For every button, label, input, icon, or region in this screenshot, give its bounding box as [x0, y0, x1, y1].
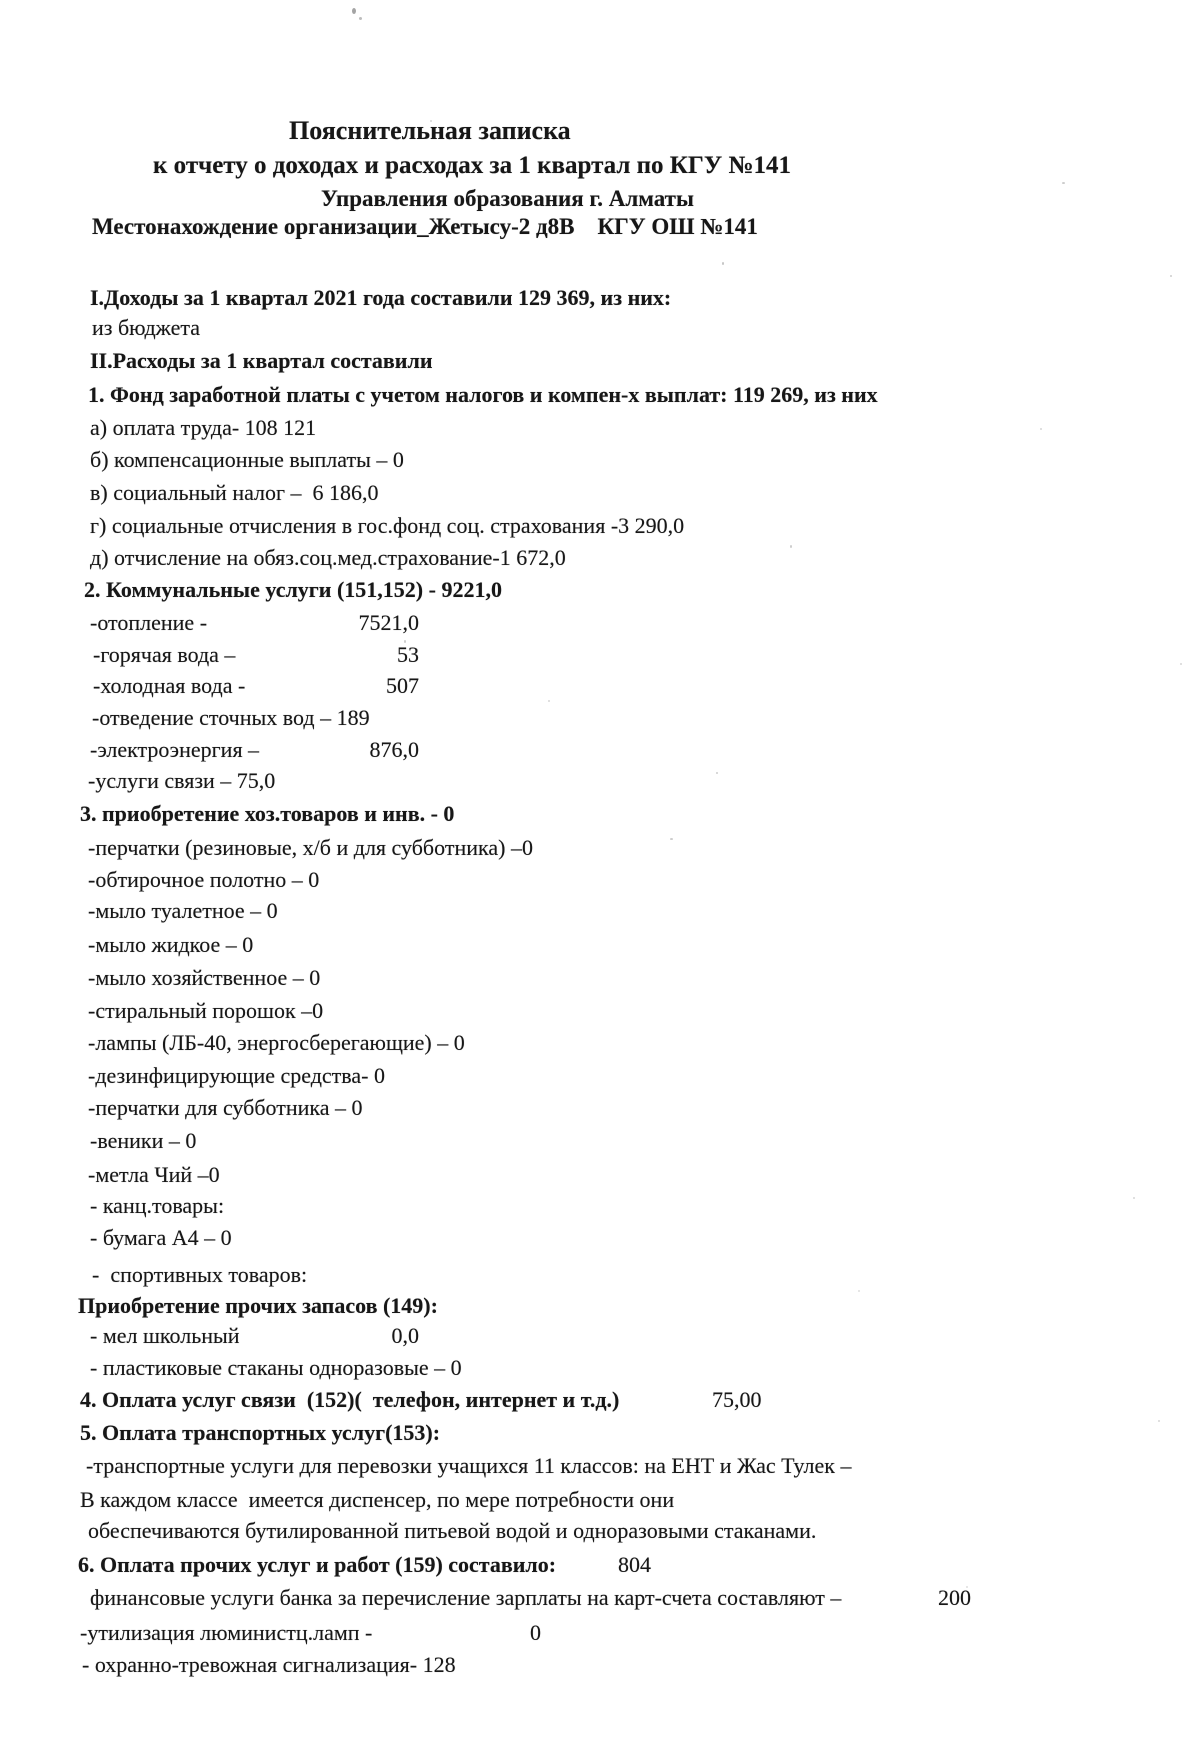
other-services-row [0, 1585, 1194, 1615]
utility-label: -электроэнергия – [90, 737, 260, 762]
household-item-text: - спортивных товаров: [92, 1262, 308, 1287]
household-item [0, 835, 1194, 865]
scan-speck [352, 8, 356, 14]
scan-speck [1180, 663, 1182, 665]
scan-speck [858, 1290, 860, 1292]
other-services-row [0, 1620, 1194, 1650]
transport-heading-line [0, 1420, 1194, 1450]
scan-speck [790, 545, 792, 548]
household-item [0, 1225, 1194, 1255]
other-services-label: -утилизация люминистц.ламп - [80, 1620, 373, 1645]
household-item-text: -мыло туалетное – 0 [88, 898, 278, 923]
doc-location: Местонахождение организации_Жетысу-2 д8В КГУ ОШ №141 [92, 214, 758, 239]
transport-heading: 5. Оплата транспортных услуг(153): [80, 1420, 441, 1445]
household-item-text: - канц.товары: [90, 1193, 225, 1218]
household-item-text: -мыло жидкое – 0 [88, 932, 254, 957]
doc-subtitle: к отчету о доходах и расходах за 1 квартал по КГУ №141 [153, 152, 792, 179]
transport-text-line [0, 1487, 1194, 1517]
payroll-item [0, 447, 1194, 477]
utilities-heading-line [0, 577, 1194, 607]
expenses-heading-line [0, 348, 1194, 378]
household-item-text: -метла Чий –0 [88, 1162, 220, 1187]
payroll-item [0, 480, 1194, 510]
payroll-heading: 1. Фонд заработной платы с учетом налогов и компен-х выплат: 119 269, из них [88, 382, 878, 407]
household-item-text: -лампы (ЛБ-40, энергосберегающие) – 0 [88, 1030, 465, 1055]
utility-value: 7521,0 [358, 610, 419, 635]
transport-text: -транспортные услуги для перевозки учащихся 11 классов: на ЕНТ и Жас Тулек – [86, 1453, 852, 1478]
communication-line [0, 1387, 1194, 1417]
scan-speck [548, 700, 550, 702]
payroll-item-text: г) социальные отчисления в гос.фонд соц. страхования -3 290,0 [90, 513, 685, 538]
household-item-text: -дезинфицирующие средства- 0 [88, 1063, 385, 1088]
other-services-label: финансовые услуги банка за перечисление зарплаты на карт-счета составляют – [90, 1585, 842, 1610]
utility-label: -отопление - [90, 610, 208, 635]
household-item [0, 1128, 1194, 1158]
other-supplies-row [0, 1323, 1194, 1353]
household-item [0, 965, 1194, 995]
utility-row [0, 768, 1194, 798]
communication-value: 75,00 [712, 1387, 762, 1412]
payroll-item [0, 415, 1194, 445]
household-item [0, 1162, 1194, 1192]
other-services-value: 200 [938, 1585, 971, 1610]
utility-label: -отведение сточных вод – 189 [92, 705, 370, 730]
scan-speck [430, 120, 432, 122]
household-item-text: -стиральный порошок –0 [88, 998, 324, 1023]
household-item [0, 1063, 1194, 1093]
other-services-row [0, 1652, 1194, 1682]
income-source: из бюджета [92, 315, 200, 340]
other-services-heading: 6. Оплата прочих услуг и работ (159) составило: [78, 1552, 557, 1577]
utilities-heading: 2. Коммунальные услуги (151,152) - 9221,0 [84, 577, 502, 602]
utility-row [0, 705, 1194, 735]
household-item [0, 1095, 1194, 1125]
utility-label: -услуги связи – 75,0 [88, 768, 276, 793]
scan-speck [716, 772, 718, 774]
utility-row [0, 610, 1194, 640]
transport-text-line [0, 1453, 1194, 1483]
scan-speck [359, 17, 362, 20]
payroll-heading-line [0, 382, 1194, 412]
household-heading: 3. приобретение хоз.товаров и инв. - 0 [80, 801, 455, 826]
transport-text: В каждом классе имеется диспенсер, по мере потребности они [80, 1487, 675, 1512]
other-services-heading-line [0, 1552, 1194, 1582]
household-item-text: -обтирочное полотно – 0 [88, 867, 320, 892]
income-heading-line [0, 285, 1194, 315]
other-supplies-heading-line [0, 1293, 1194, 1323]
scan-speck [1170, 275, 1172, 277]
payroll-item-text: а) оплата труда- 108 121 [90, 415, 317, 440]
scan-speck [1133, 1197, 1135, 1199]
household-item [0, 1030, 1194, 1060]
other-services-label: - охранно-тревожная сигнализация- 128 [82, 1652, 456, 1677]
utility-label: -холодная вода - [93, 673, 246, 698]
scan-speck [670, 838, 673, 840]
utility-row [0, 673, 1194, 703]
income-heading: I.Доходы за 1 квартал 2021 года составили 129 369, из них: [90, 285, 672, 310]
household-item-text: -перчатки (резиновые, х/б и для субботника) –0 [88, 835, 533, 860]
household-item-text: - бумага А4 – 0 [90, 1225, 232, 1250]
household-item [0, 867, 1194, 897]
utility-row [0, 642, 1194, 672]
household-item [0, 1193, 1194, 1223]
other-supplies-value: 0,0 [391, 1323, 419, 1348]
expenses-heading: II.Расходы за 1 квартал составили [90, 348, 433, 373]
doc-title: Пояснительная записка [289, 116, 571, 145]
utility-value: 507 [386, 673, 419, 698]
income-source-line [0, 315, 1194, 345]
household-item [0, 932, 1194, 962]
other-supplies-label: - пластиковые стаканы одноразовые – 0 [90, 1355, 462, 1380]
utility-label: -горячая вода – [93, 642, 236, 667]
household-item-text: -веники – 0 [90, 1128, 197, 1153]
scan-speck [1040, 428, 1042, 430]
household-item [0, 998, 1194, 1028]
household-heading-line [0, 801, 1194, 831]
payroll-item-text: д) отчисление на обяз.соц.мед.страхование-1 672,0 [90, 545, 566, 570]
household-item-text: -перчатки для субботника – 0 [88, 1095, 363, 1120]
payroll-item [0, 513, 1194, 543]
other-supplies-row [0, 1355, 1194, 1385]
doc-title-line [0, 116, 1194, 146]
other-supplies-label: - мел школьный [90, 1323, 240, 1348]
communication-heading: 4. Оплата услуг связи (152)( телефон, интернет и т.д.) [80, 1387, 620, 1412]
scan-speck [966, 1586, 968, 1588]
payroll-item [0, 545, 1194, 575]
scan-speck [404, 640, 406, 643]
payroll-item-text: в) социальный налог – 6 186,0 [90, 480, 379, 505]
scan-speck [722, 262, 724, 265]
doc-org: Управления образования г. Алматы [321, 186, 694, 211]
other-services-value: 0 [530, 1620, 541, 1645]
doc-org-line [0, 186, 1194, 216]
scan-speck [1062, 182, 1065, 184]
transport-text-line [0, 1518, 1194, 1548]
transport-text: обеспечиваются бутилированной питьевой водой и одноразовыми стаканами. [88, 1518, 817, 1543]
household-item [0, 898, 1194, 928]
household-item [0, 1262, 1194, 1292]
utility-value: 53 [397, 642, 419, 667]
utility-row [0, 737, 1194, 767]
other-services-total: 804 [618, 1552, 651, 1577]
doc-subtitle-line [0, 152, 1194, 182]
other-supplies-heading: Приобретение прочих запасов (149): [78, 1293, 438, 1318]
utility-value: 876,0 [369, 737, 419, 762]
scan-speck [1158, 1420, 1160, 1422]
payroll-item-text: б) компенсационные выплаты – 0 [90, 447, 404, 472]
doc-location-line [0, 214, 1194, 244]
household-item-text: -мыло хозяйственное – 0 [88, 965, 321, 990]
